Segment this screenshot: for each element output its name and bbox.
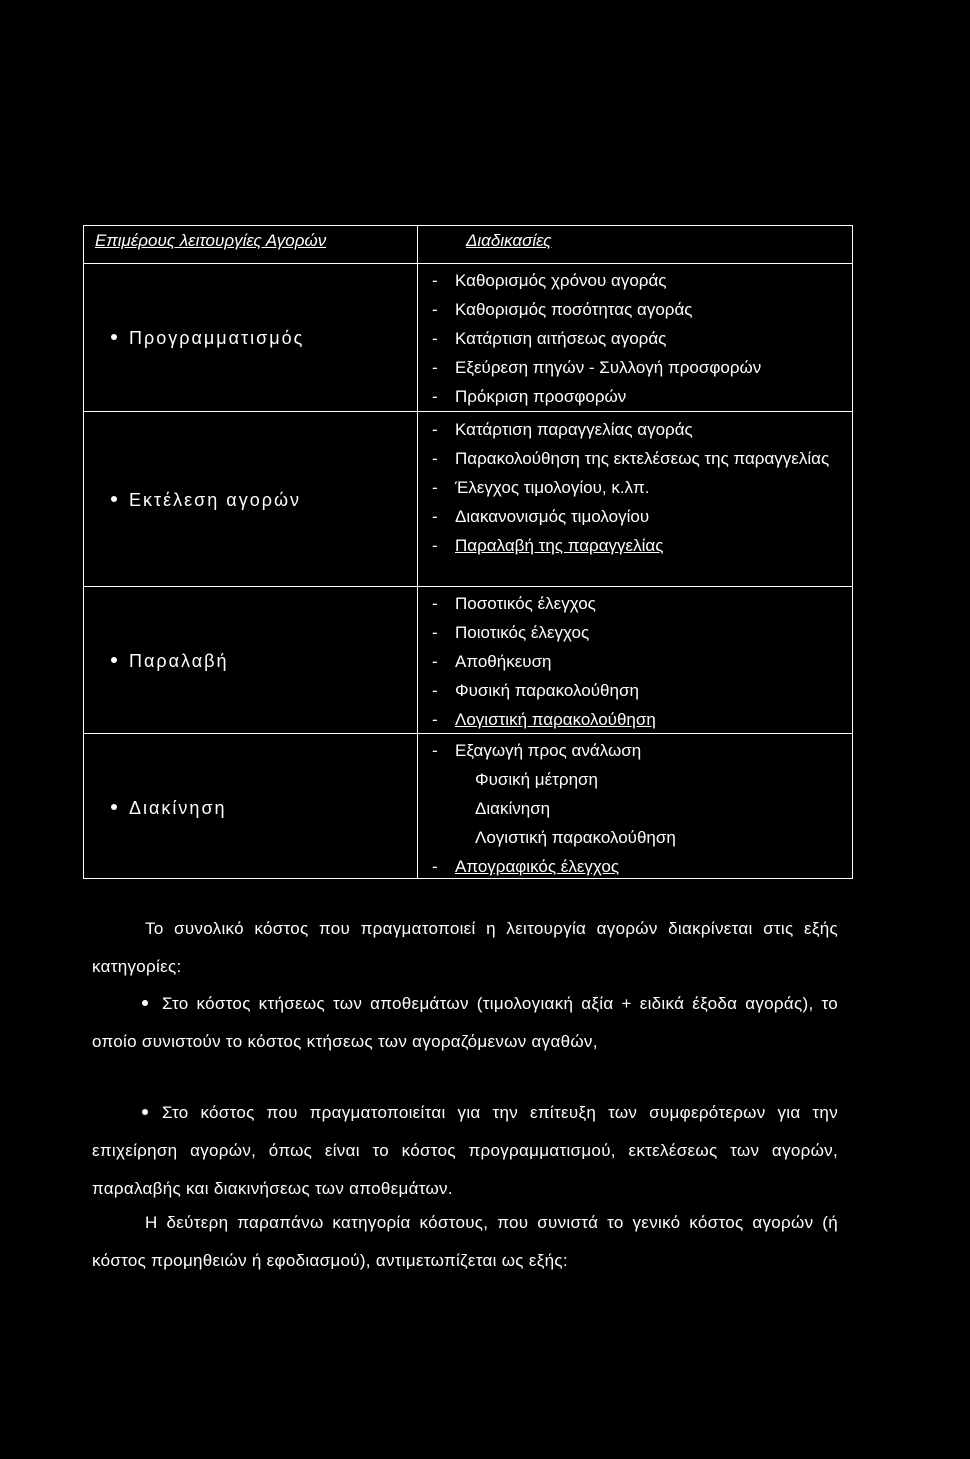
table-row	[84, 734, 852, 880]
table-row	[84, 264, 852, 412]
list-item: - Καθορισμός χρόνου αγοράς	[429, 266, 849, 295]
dash-icon: -	[432, 358, 438, 377]
list-item: - Διακανονισμός τιμολογίου	[429, 502, 849, 531]
list-item: - Φυσική παρακολούθηση	[429, 676, 849, 705]
procedure-list	[429, 736, 849, 881]
table-row	[84, 412, 852, 587]
procedure-list	[429, 266, 849, 411]
bullet-icon	[111, 657, 117, 663]
dash-icon: -	[432, 536, 438, 555]
function-label: Εκτέλεση αγορών	[129, 490, 301, 510]
list-item: - Εξαγωγή προς ανάλωση	[429, 736, 849, 765]
dash-icon: -	[432, 741, 438, 760]
list-item: - Απογραφικός έλεγχος	[429, 852, 849, 881]
bullet-icon	[111, 334, 117, 340]
dash-icon: -	[432, 449, 438, 468]
dash-icon: -	[432, 710, 438, 729]
list-item: - Παρακολούθηση της εκτελέσεως της παραγγελίας	[432, 449, 830, 468]
bullet-paragraph-2	[92, 1094, 838, 1208]
function-label: Διακίνηση	[129, 798, 227, 818]
bullet-icon	[111, 496, 117, 502]
list-item: Διακίνηση	[475, 799, 551, 818]
list-item: - Ποιοτικός έλεγχος	[429, 618, 849, 647]
bullet-paragraph-1-text: Στο κόστος κτήσεως των αποθεμάτων (τιμολογιακή αξία + ειδικά έξοδα αγοράς), το οποίο συνιστούν το κόστος κτήσεως των αγοραζόμενων αγαθών,	[92, 994, 838, 1051]
bullet-icon	[142, 1000, 148, 1006]
table-row	[84, 587, 852, 734]
dash-icon: -	[432, 681, 438, 700]
list-item: Λογιστική παρακολούθηση	[475, 828, 676, 847]
bullet-icon	[142, 1109, 148, 1115]
function-cell	[111, 798, 227, 819]
dash-icon: -	[432, 478, 438, 497]
header-procedures: Διαδικασίες	[466, 231, 552, 250]
list-item: - Έλεγχος τιμολογίου, κ.λπ.	[429, 473, 849, 502]
function-label: Προγραμματισμός	[129, 328, 305, 348]
bullet-paragraph-1	[92, 985, 838, 1061]
function-cell	[111, 328, 304, 349]
purchasing-functions-table	[83, 225, 853, 879]
procedure-list	[429, 415, 849, 560]
dash-icon: -	[432, 387, 438, 406]
dash-icon: -	[432, 271, 438, 290]
function-cell	[111, 490, 301, 511]
dash-icon: -	[432, 507, 438, 526]
list-item: - Κατάρτιση παραγγελίας αγοράς	[429, 415, 849, 444]
bullet-icon	[111, 804, 117, 810]
dash-icon: -	[432, 623, 438, 642]
procedure-list	[429, 589, 849, 734]
dash-icon: -	[432, 300, 438, 319]
intro-paragraph: Το συνολικό κόστος που πραγματοποιεί η λειτουργία αγορών διακρίνεται στις εξής κατηγορίες:	[92, 919, 838, 976]
list-item: Φυσική μέτρηση	[475, 770, 598, 789]
function-cell	[111, 651, 229, 672]
function-label: Παραλαβή	[129, 651, 229, 671]
list-item: - Λογιστική παρακολούθηση	[429, 705, 849, 734]
closing-paragraph: Η δεύτερη παραπάνω κατηγορία κόστους, που συνιστά το γενικό κόστος αγορών (ή κόστος προμηθειών ή εφοδιασμού), αντιμετωπίζεται ως εξής:	[92, 1213, 838, 1270]
dash-icon: -	[432, 857, 438, 876]
list-item: - Παραλαβή της παραγγελίας	[429, 531, 849, 560]
list-item: - Εξεύρεση πηγών - Συλλογή προσφορών	[429, 353, 849, 382]
bullet-paragraph-2-text: Στο κόστος που πραγματοποιείται για την επίτευξη των συμφερότερων για την επιχείρηση αγορών, όπως είναι το κόστος προγραμματισμού, εκτελέσεως των αγορών, παραλαβής και διακινήσεως των αποθεμάτων.	[92, 1103, 838, 1198]
list-item: - Πρόκριση προσφορών	[429, 382, 849, 411]
list-item: - Ποσοτικός έλεγχος	[429, 589, 849, 618]
list-item: - Κατάρτιση αιτήσεως αγοράς	[429, 324, 849, 353]
table-header-row	[84, 226, 852, 264]
dash-icon: -	[432, 594, 438, 613]
header-functions: Επιμέρους λειτουργίες Αγορών	[95, 231, 327, 250]
list-item: - Καθορισμός ποσότητας αγοράς	[429, 295, 849, 324]
dash-icon: -	[432, 420, 438, 439]
dash-icon: -	[432, 329, 438, 348]
list-item: - Αποθήκευση	[429, 647, 849, 676]
dash-icon: -	[432, 652, 438, 671]
